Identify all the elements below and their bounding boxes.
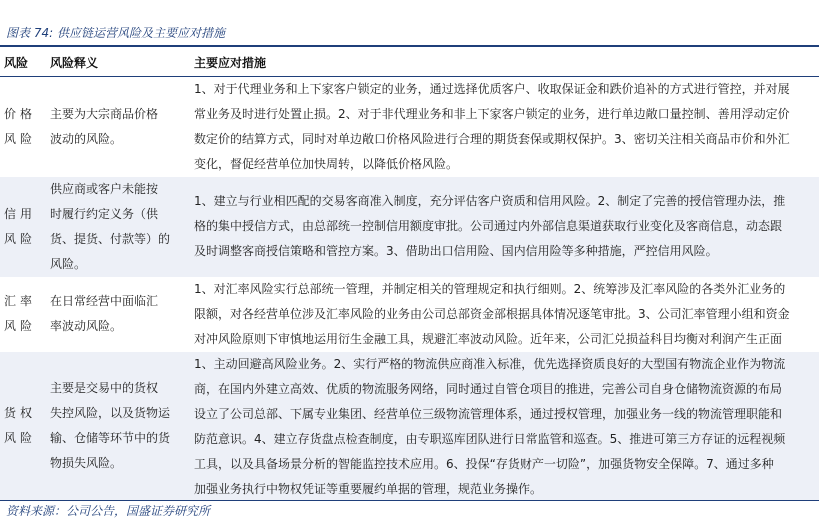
table-row	[0, 77, 819, 177]
risk-name: 价格 风险	[4, 107, 37, 146]
risk-name: 货权 风险	[4, 406, 37, 445]
risk-explanation: 主要是交易中的货权 失控风险，以及货物运 输、仓储等环节中的货 物损失风险。	[50, 381, 171, 470]
risk-name: 信用 风险	[4, 207, 37, 246]
risk-explanation: 在日常经营中面临汇 率波动风险。	[50, 294, 159, 333]
risk-explanation: 供应商或客户未能按 时履行约定义务（供 货、提货、付款等）的 风险。	[50, 182, 171, 271]
risk-measures: 1、主动回避高风险业务。2、实行严格的物流供应商准入标准，优先选择资质良好的大型国有物流企业作为物流 商，在国内外建立高效、优质的物流服务网络，同时通过自管仓项目的推进，完善公司自身仓储物流资源的布局 设立了公司总部、下属专业集团、经营单位三级物流管理体系，通过授权管理，加强业务一线的物流管理职能和 防范意识。4、建立存货盘点检查制度，由专职巡库团队进行日常监管和巡查。5、推进可第三方存证的远程视频 工具，以及具备场景分析的智能监控技术应用。6、投保“存货财产一切险”，加强货物安全保障。7、通过多种 加强业务执行中物权凭证等重要履约单据的管理，规范业务操作。	[194, 357, 786, 496]
table-top-rule	[0, 45, 819, 47]
table-bottom-rule	[0, 500, 819, 501]
source-note: 资料来源：公司公告，国盛证券研究所	[6, 504, 211, 518]
header-risk: 风险	[4, 56, 29, 70]
table-row	[0, 352, 819, 500]
table-row	[0, 177, 819, 277]
header-explain: 风险释义	[50, 56, 99, 70]
risk-explanation: 主要为大宗商品价格 波动的风险。	[50, 107, 159, 146]
figure-caption: 图表 74: 供应链运营风险及主要应对措施	[6, 26, 225, 40]
table-row	[0, 277, 819, 352]
risk-measures: 1、建立与行业相匹配的交易客商准入制度，充分评估客户资质和信用风险。2、制定了完善的授信管理办法，推 格的集中授信方式，由总部统一控制信用额度审批。公司通过内外部信息渠道获取行业变化及客商信息，动态跟 及时调整客商授信策略和管控方案。3、借助出口信用险、国内信用险等多种措施，严控信用风险。	[194, 194, 786, 258]
header-measures: 主要应对措施	[194, 56, 267, 70]
risk-measures: 1、对汇率风险实行总部统一管理，并制定相关的管理规定和执行细则。2、统筹涉及汇率风险的各类外汇业务的 限额，对各经营单位涉及汇率风险的业务由公司总部资金部根据具体情况逐笔审批。3、公司汇率管理小组和资金 对冲风险原则下审慎地运用衍生金融工具，规避汇率波动风险。近年来，公司汇兑损益科目均衡对利润产生正面	[194, 282, 790, 346]
risk-measures: 1、对于代理业务和上下家客户锁定的业务，通过选择优质客户、收取保证金和跌价追补的方式进行管控，并对展 常业务及时进行处置止损。2、对于非代理业务和非上下家客户锁定的业务，进行单边敞口量控制、善用浮动定价 数定价的结算方式，同时对单边敞口价格风险进行合理的期货套保或期权保护。3、密切关注相关商品市价和外汇 变化，督促经营单位加快周转，以降低价格风险。	[194, 82, 790, 171]
risk-name: 汇率 风险	[4, 294, 37, 333]
